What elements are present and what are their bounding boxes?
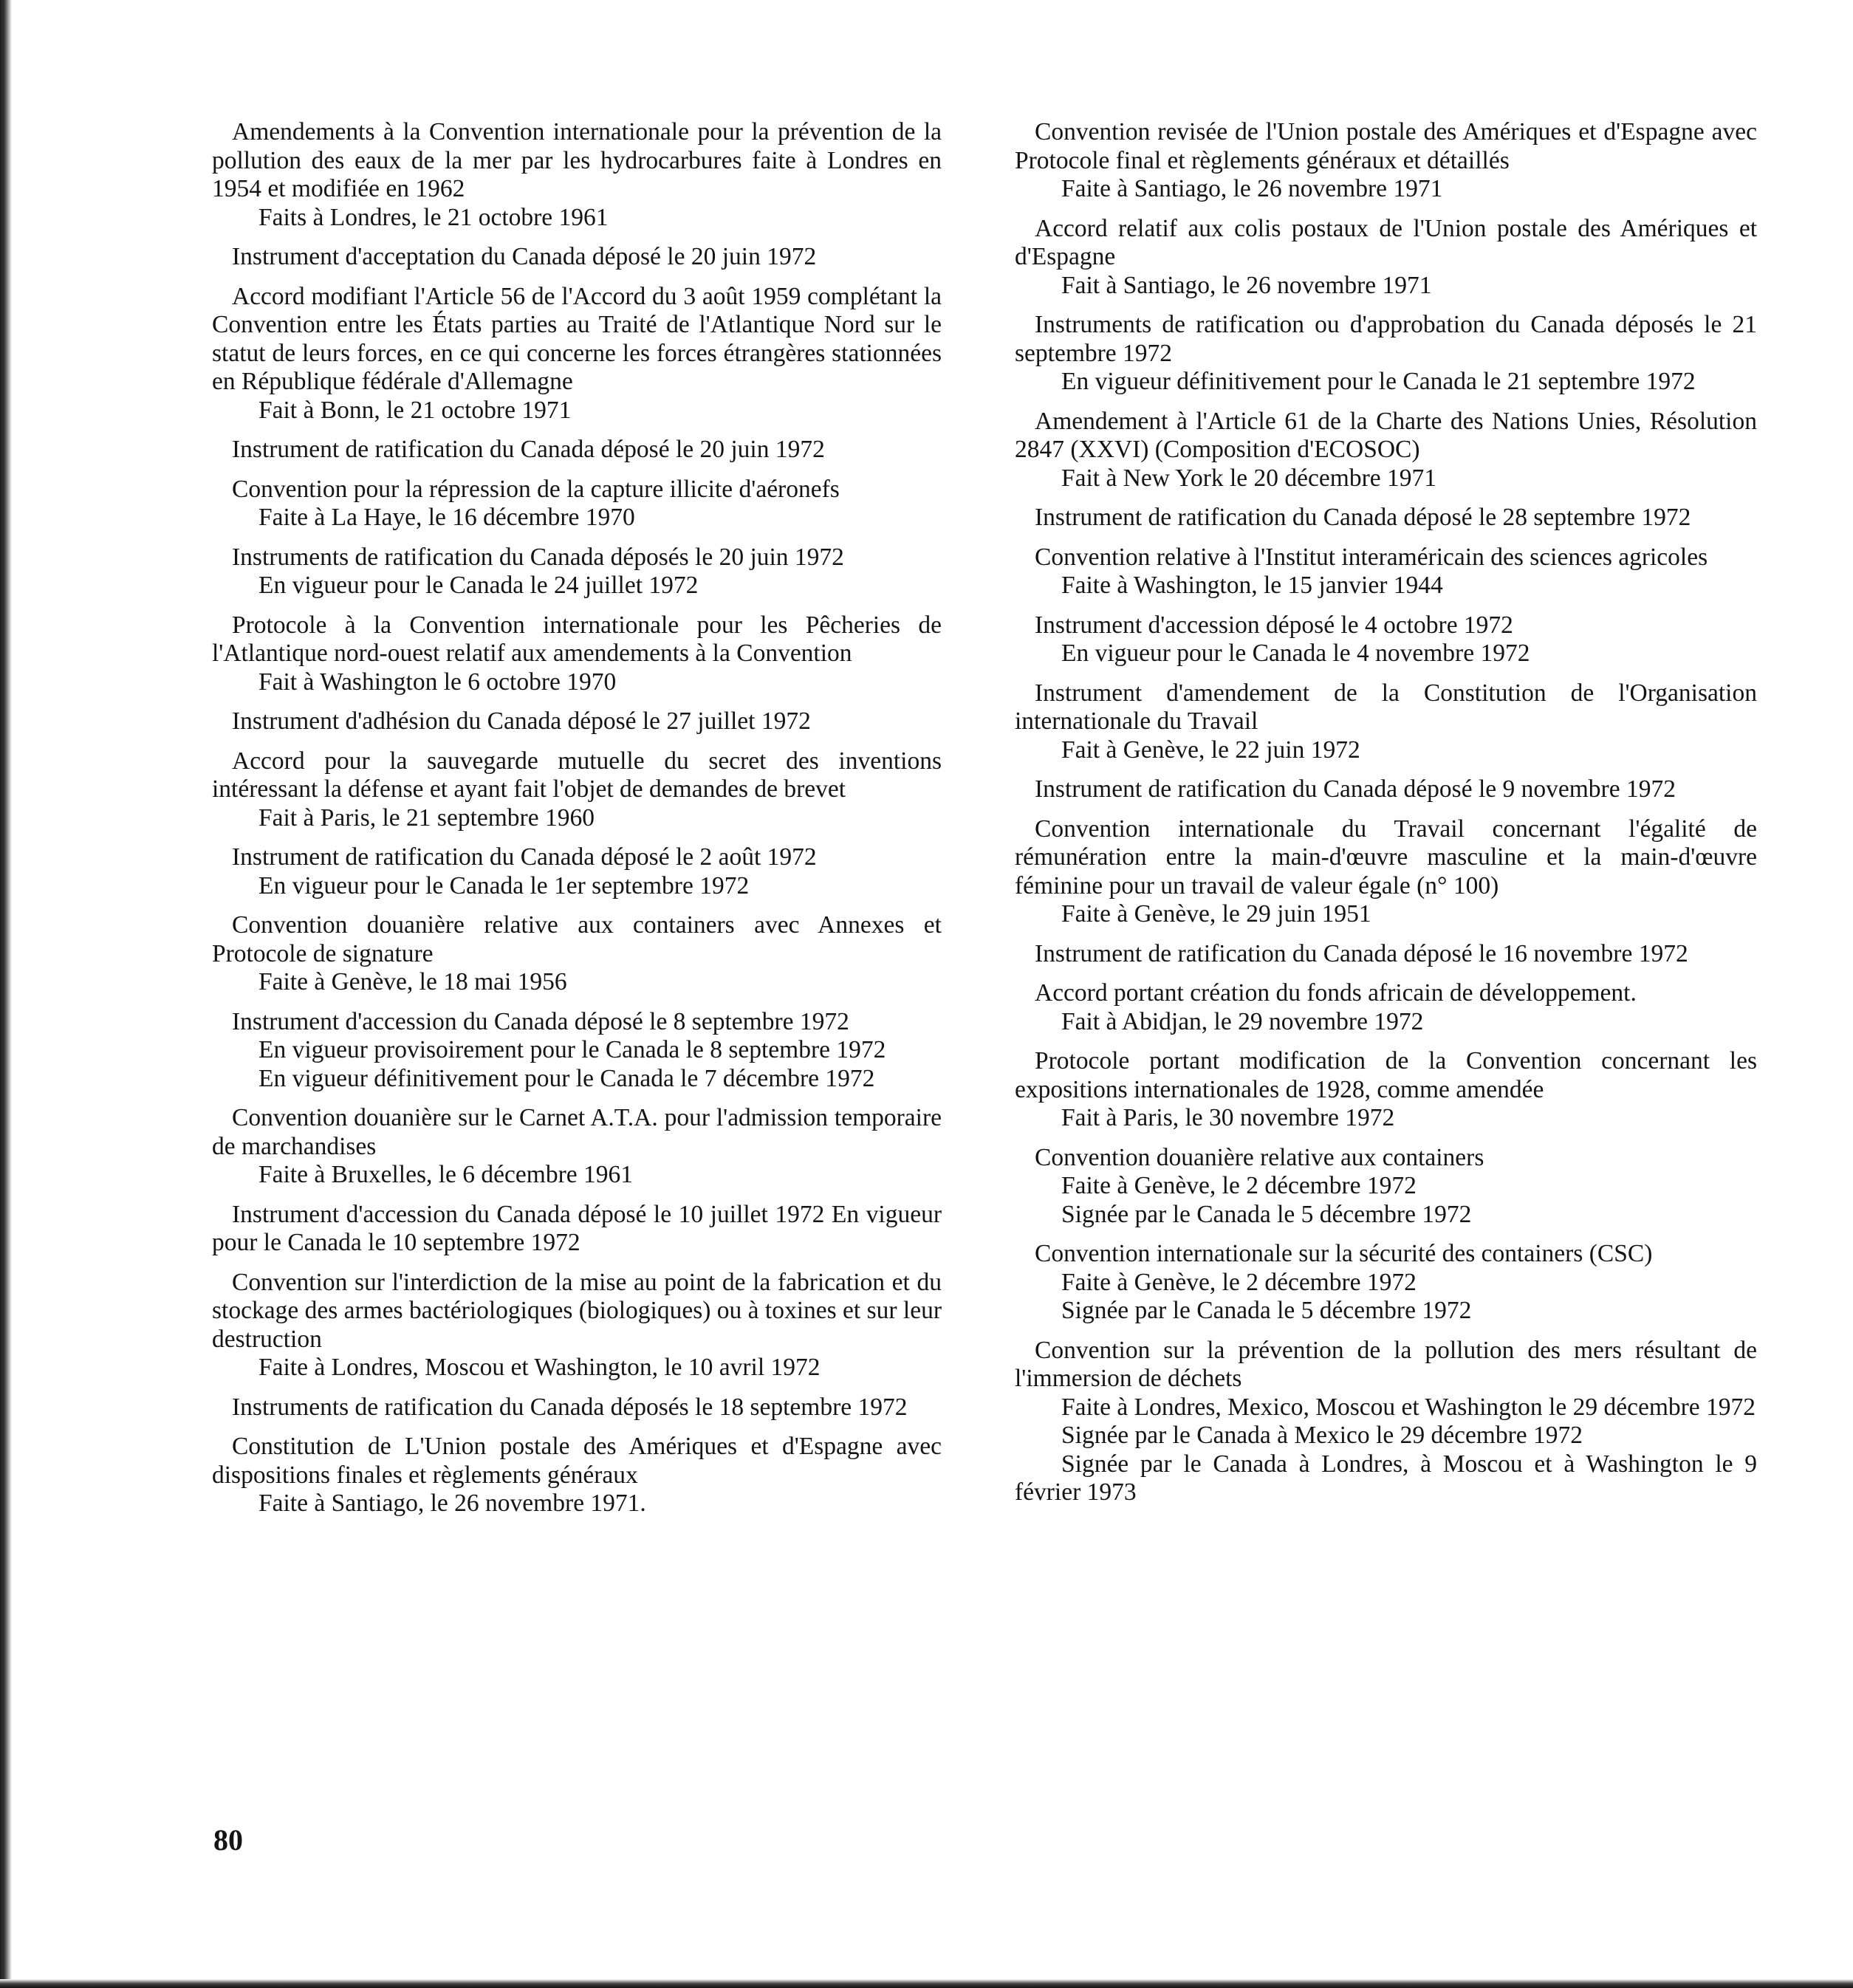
treaty-entry bbox=[212, 1433, 942, 1518]
treaty-entry bbox=[1015, 1047, 1757, 1133]
treaty-title: Instrument d'accession déposé le 4 octobre 1972 bbox=[1035, 611, 1513, 639]
treaty-detail: Fait à Paris, le 30 novembre 1972 bbox=[1061, 1104, 1395, 1131]
treaty-detail: Fait à Genève, le 22 juin 1972 bbox=[1061, 736, 1360, 764]
treaty-entry bbox=[212, 1104, 942, 1190]
treaty-entry bbox=[212, 1394, 942, 1422]
treaty-title: Convention douanière relative aux containers avec Annexes et Protocole de signature bbox=[212, 911, 942, 967]
treaty-detail: En vigueur pour le Canada le 1er septembre 1972 bbox=[258, 871, 750, 899]
treaty-title: Convention douanière sur le Carnet A.T.A. pour l'admission temporaire de marchandises bbox=[212, 1104, 942, 1160]
treaty-detail: Faite à Londres, Mexico, Moscou et Washington le 29 décembre 1972 bbox=[1061, 1393, 1756, 1421]
treaty-entry bbox=[212, 843, 942, 900]
treaty-detail: Fait à Santiago, le 26 novembre 1971 bbox=[1061, 271, 1432, 299]
treaty-title: Instrument d'accession du Canada déposé le 10 juillet 1972 En vigueur pour le Canada le 10 septembre 1972 bbox=[212, 1200, 942, 1256]
treaty-entry bbox=[212, 611, 942, 697]
treaty-title: Constitution de L'Union postale des Amériques et d'Espagne avec dispositions finales et règlements généraux bbox=[212, 1433, 942, 1489]
treaty-title: Convention revisée de l'Union postale des Amériques et d'Espagne avec Protocole final et règlements généraux et détaillés bbox=[1015, 118, 1757, 174]
treaty-detail: Faite à Genève, le 2 décembre 1972 bbox=[1061, 1268, 1417, 1296]
treaty-title: Accord relatif aux colis postaux de l'Union postale des Amériques et d'Espagne bbox=[1015, 214, 1757, 270]
treaty-entry bbox=[1015, 1240, 1757, 1326]
treaty-detail: Faits à Londres, le 21 octobre 1961 bbox=[258, 203, 609, 231]
treaty-title: Convention pour la répression de la capture illicite d'aéronefs bbox=[232, 475, 840, 503]
treaty-entry bbox=[212, 436, 942, 465]
treaty-entry bbox=[1015, 815, 1757, 929]
treaty-title: Instrument de ratification du Canada déposé le 20 juin 1972 bbox=[232, 436, 825, 463]
treaty-detail: Fait à Abidjan, le 29 novembre 1972 bbox=[1061, 1007, 1424, 1035]
treaty-detail: En vigueur pour le Canada le 4 novembre 1972 bbox=[1061, 640, 1530, 667]
treaty-entry bbox=[1015, 775, 1757, 804]
treaty-title: Accord modifiant l'Article 56 de l'Accord du 3 août 1959 complétant la Convention entre les États parties au Traité de l'Atlantique Nord sur le statut de leurs forces, en ce qui concerne les forces étrangères stationnées en République fédérale d'Allemagne bbox=[212, 282, 942, 395]
treaty-entry bbox=[212, 1269, 942, 1382]
treaty-title: Convention sur l'interdiction de la mise au point de la fabrication et du stockage des armes bactériologiques (biologiques) ou à toxines et sur leur destruction bbox=[212, 1268, 942, 1353]
treaty-entry bbox=[212, 544, 942, 600]
treaty-title: Instrument de ratification du Canada déposé le 9 novembre 1972 bbox=[1035, 775, 1676, 803]
treaty-detail: Signée par le Canada le 5 décembre 1972 bbox=[1061, 1297, 1472, 1324]
treaty-title: Amendements à la Convention internationale pour la prévention de la pollution des eaux de la mer par les hydrocarbures faite à Londres en 1954 et modifiée en 1962 bbox=[212, 118, 942, 202]
treaty-detail: Faite à Genève, le 2 décembre 1972 bbox=[1061, 1172, 1417, 1199]
treaty-detail: Faite à Genève, le 18 mai 1956 bbox=[258, 968, 567, 995]
treaty-title: Instruments de ratification du Canada déposés le 18 septembre 1972 bbox=[232, 1393, 908, 1421]
treaty-entry bbox=[212, 118, 942, 232]
treaty-entry bbox=[1015, 1144, 1757, 1230]
treaty-detail: En vigueur définitivement pour le Canada le 21 septembre 1972 bbox=[1061, 368, 1696, 395]
treaty-title: Convention internationale sur la sécurité des containers (CSC) bbox=[1035, 1240, 1653, 1267]
bottom-edge bbox=[0, 1979, 1853, 1988]
treaty-detail: Fait à New York le 20 décembre 1971 bbox=[1061, 464, 1436, 492]
treaty-entry bbox=[1015, 118, 1757, 204]
treaty-entry bbox=[1015, 1337, 1757, 1507]
treaty-detail: En vigueur définitivement pour le Canada le 7 décembre 1972 bbox=[258, 1064, 875, 1092]
treaty-title: Instrument d'acceptation du Canada déposé le 20 juin 1972 bbox=[232, 243, 817, 270]
treaty-detail: Faite à La Haye, le 16 décembre 1970 bbox=[258, 504, 635, 531]
right-column bbox=[1015, 118, 1757, 1518]
treaty-detail: Fait à Bonn, le 21 octobre 1971 bbox=[258, 396, 572, 424]
treaty-title: Accord portant création du fonds africain de développement. bbox=[1035, 979, 1637, 1007]
treaty-title: Protocole portant modification de la Convention concernant les expositions internationales de 1928, comme amendée bbox=[1015, 1047, 1757, 1103]
treaty-title: Instruments de ratification du Canada déposés le 20 juin 1972 bbox=[232, 543, 844, 571]
treaty-entry bbox=[212, 911, 942, 997]
left-column bbox=[212, 118, 942, 1529]
binding-edge bbox=[0, 0, 12, 1988]
treaty-title: Instrument d'accession du Canada déposé le 8 septembre 1972 bbox=[232, 1007, 849, 1035]
treaty-title: Instrument de ratification du Canada déposé le 16 novembre 1972 bbox=[1035, 939, 1688, 967]
treaty-entry bbox=[1015, 679, 1757, 765]
treaty-title: Accord pour la sauvegarde mutuelle du secret des inventions intéressant la défense et ayant fait l'objet de demandes de brevet bbox=[212, 747, 942, 803]
treaty-detail: Faite à Londres, Moscou et Washington, le 10 avril 1972 bbox=[258, 1354, 821, 1381]
treaty-detail: Faite à Santiago, le 26 novembre 1971. bbox=[258, 1490, 646, 1517]
treaty-detail: Faite à Bruxelles, le 6 décembre 1961 bbox=[258, 1161, 633, 1188]
treaty-entry bbox=[1015, 940, 1757, 969]
treaty-entry bbox=[212, 1008, 942, 1094]
treaty-entry bbox=[1015, 504, 1757, 532]
treaty-detail: Faite à Santiago, le 26 novembre 1971 bbox=[1061, 175, 1443, 202]
treaty-detail: Signée par le Canada à Mexico le 29 décembre 1972 bbox=[1061, 1422, 1583, 1449]
treaty-entry bbox=[1015, 311, 1757, 397]
treaty-entry bbox=[212, 283, 942, 425]
treaty-detail: Signée par le Canada le 5 décembre 1972 bbox=[1061, 1200, 1472, 1228]
treaty-title: Protocole à la Convention internationale pour les Pêcheries de l'Atlantique nord-ouest relatif aux amendements à la Convention bbox=[212, 611, 942, 667]
treaty-detail: En vigueur pour le Canada le 24 juillet 1972 bbox=[258, 572, 699, 599]
treaty-detail: Faite à Genève, le 29 juin 1951 bbox=[1061, 900, 1371, 928]
treaty-title: Instrument d'amendement de la Constitution de l'Organisation internationale du Travail bbox=[1015, 679, 1757, 735]
treaty-entry bbox=[1015, 979, 1757, 1036]
treaty-entry bbox=[212, 1201, 942, 1258]
treaty-detail: Faite à Washington, le 15 janvier 1944 bbox=[1061, 572, 1443, 599]
treaty-title: Instrument de ratification du Canada déposé le 2 août 1972 bbox=[232, 843, 817, 871]
treaty-title: Amendement à l'Article 61 de la Charte des Nations Unies, Résolution 2847 (XXVI) (Composition d'ECOSOC) bbox=[1015, 407, 1757, 463]
treaty-detail: Signée par le Canada à Londres, à Moscou et à Washington le 9 février 1973 bbox=[1015, 1450, 1757, 1506]
treaty-title: Convention douanière relative aux containers bbox=[1035, 1143, 1484, 1171]
treaty-title: Convention internationale du Travail concernant l'égalité de rémunération entre la main-d'œuvre masculine et la main-d'œuvre féminine pour un travail de valeur égale (n° 100) bbox=[1015, 815, 1757, 899]
treaty-detail: Fait à Paris, le 21 septembre 1960 bbox=[258, 803, 595, 832]
treaty-detail: En vigueur provisoirement pour le Canada le 8 septembre 1972 bbox=[258, 1036, 886, 1063]
treaty-title: Convention sur la prévention de la pollution des mers résultant de l'immersion de déchets bbox=[1015, 1336, 1757, 1392]
page-number: 80 bbox=[213, 1823, 243, 1857]
treaty-title: Instrument de ratification du Canada déposé le 28 septembre 1972 bbox=[1035, 504, 1691, 531]
treaty-entry bbox=[212, 476, 942, 532]
treaty-entry bbox=[212, 747, 942, 833]
treaty-detail: Fait à Washington le 6 octobre 1970 bbox=[258, 668, 617, 696]
treaty-title: Convention relative à l'Institut interaméricain des sciences agricoles bbox=[1035, 543, 1708, 571]
treaty-entry bbox=[212, 707, 942, 736]
treaty-title: Instruments de ratification ou d'approbation du Canada déposés le 21 septembre 1972 bbox=[1015, 311, 1757, 367]
treaty-title: Instrument d'adhésion du Canada déposé le 27 juillet 1972 bbox=[232, 707, 811, 735]
treaty-entry bbox=[1015, 611, 1757, 668]
treaty-entry bbox=[212, 243, 942, 272]
treaty-entry bbox=[1015, 408, 1757, 493]
treaty-entry bbox=[1015, 544, 1757, 600]
treaty-entry bbox=[1015, 215, 1757, 301]
